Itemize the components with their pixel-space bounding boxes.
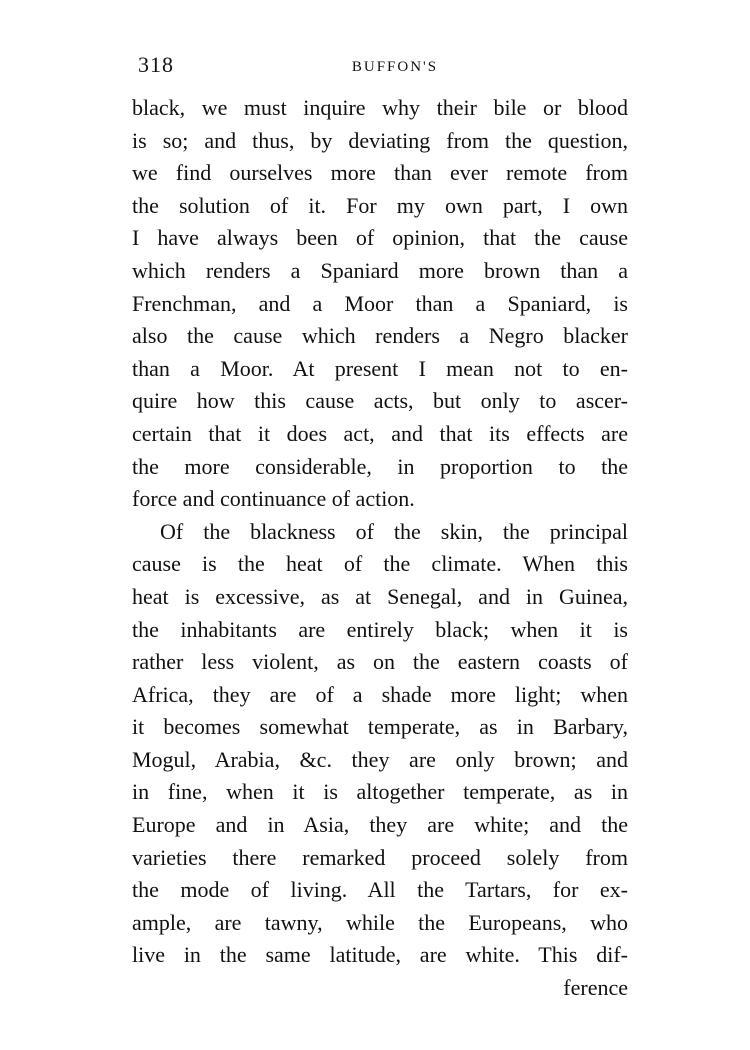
- text-line: Africa, they are of a shade more light; when: [132, 681, 628, 707]
- text-line: is so; and thus, by deviating from the question,: [132, 127, 628, 153]
- text-line: the more considerable, in proportion to the: [132, 453, 628, 479]
- text-line: the mode of living. All the Tartars, for ex-: [132, 877, 628, 903]
- text-line: it becomes somewhat temperate, as in Barbary,: [132, 714, 628, 740]
- text-line: which renders a Spaniard more brown than a: [132, 257, 628, 283]
- paragraph-end-line: force and continuance of action.: [132, 486, 415, 512]
- text-line: black, we must inquire why their bile or blood: [132, 95, 628, 120]
- text-line: live in the same latitude, are white. This dif-: [132, 942, 628, 968]
- text-line: rather less violent, as on the eastern coasts of: [132, 649, 628, 675]
- paragraph-start-line: Of the blackness of the skin, the principal: [160, 518, 628, 544]
- catchword: ference: [563, 975, 628, 1001]
- text-line: varieties there remarked proceed solely from: [132, 844, 628, 870]
- text-line: I have always been of opinion, that the cause: [132, 225, 628, 251]
- text-line: certain that it does act, and that its effects are: [132, 420, 628, 446]
- text-line: quire how this cause acts, but only to ascer-: [132, 388, 628, 414]
- text-line: in fine, when it is altogether temperate, as in: [132, 779, 628, 805]
- text-line: the solution of it. For my own part, I own: [132, 192, 628, 218]
- text-line: the inhabitants are entirely black; when it is: [132, 616, 628, 642]
- text-line: we find ourselves more than ever remote from: [132, 160, 628, 186]
- text-line: Europe and in Asia, they are white; and the: [132, 812, 628, 838]
- text-line: than a Moor. At present I mean not to en-: [132, 355, 628, 381]
- text-line: cause is the heat of the climate. When this: [132, 551, 628, 577]
- page-number: 318: [138, 52, 174, 77]
- text-line: Frenchman, and a Moor than a Spaniard, is: [132, 290, 628, 316]
- text-line: Mogul, Arabia, &c. they are only brown; and: [132, 746, 628, 772]
- text-line: heat is excessive, as at Senegal, and in Guinea,: [132, 583, 628, 609]
- running-head: BUFFON'S: [351, 59, 439, 75]
- text-line: also the cause which renders a Negro blacker: [132, 323, 628, 349]
- body-text: [132, 92, 628, 1005]
- text-line: ample, are tawny, while the Europeans, who: [132, 909, 628, 935]
